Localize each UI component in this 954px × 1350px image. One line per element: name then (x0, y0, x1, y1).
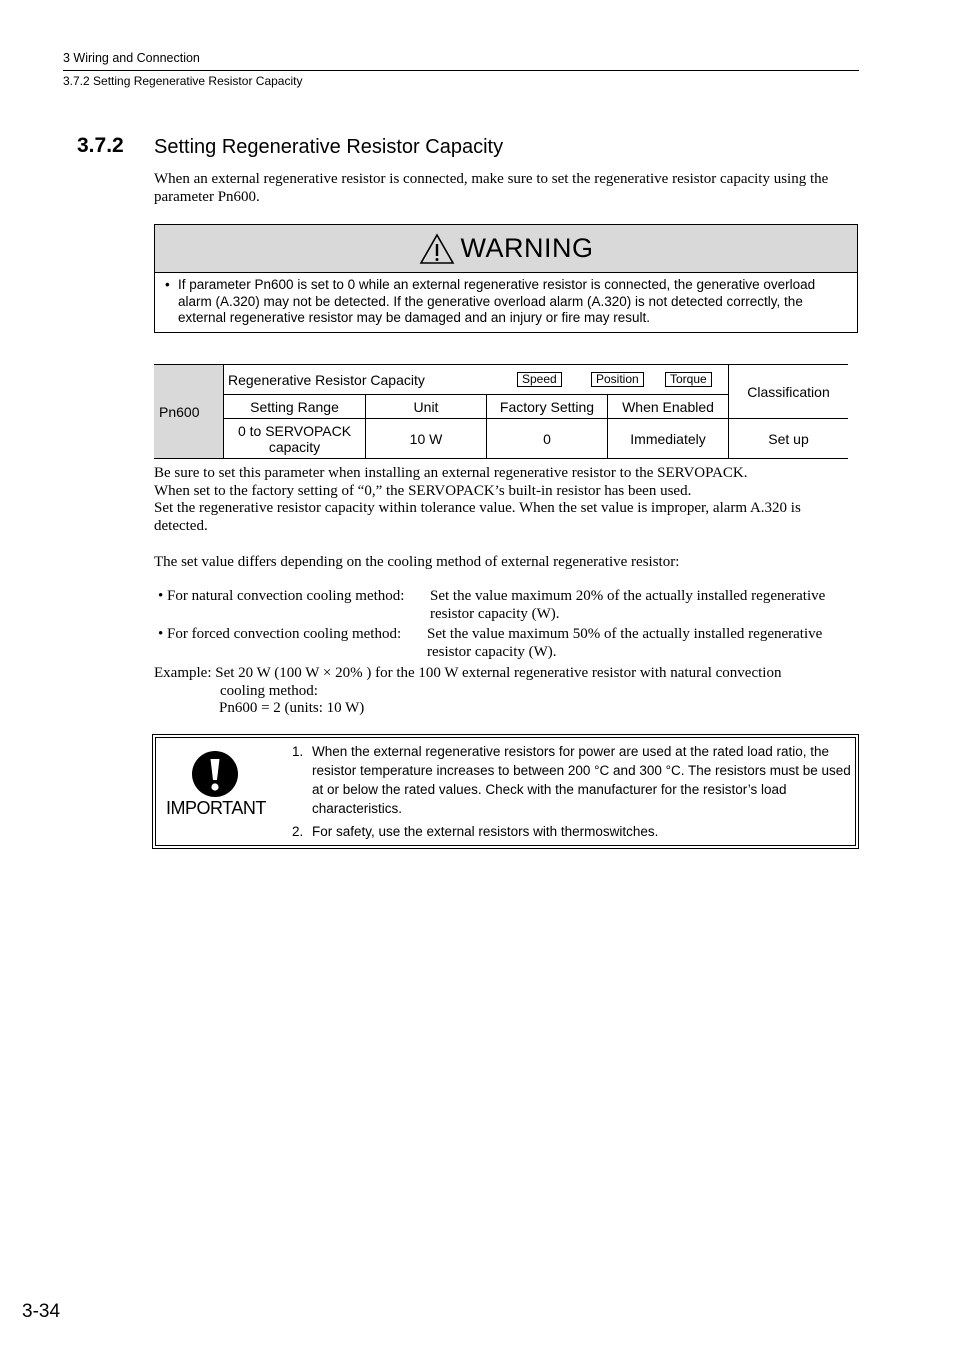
tag-torque: Torque (665, 372, 712, 387)
cooling-forced-text-1: Set the value maximum 50% of the actually installed regenerative (427, 626, 823, 642)
important-item-2-text: For safety, use the external resistors with thermoswitches. (312, 824, 659, 839)
value-factory-setting: 0 (487, 419, 608, 459)
value-when-enabled: Immediately (608, 419, 729, 459)
section-title: Setting Regenerative Resistor Capacity (154, 136, 504, 158)
body-line-3: Set the regenerative resistor capacity within tolerance value. When the set value is improper, alarm A.320 is detected. (154, 500, 801, 534)
important-item-1-number: 1. (292, 744, 304, 759)
example-line-2: cooling method: (220, 683, 318, 699)
cooling-natural-text-1: Set the value maximum 20% of the actually installed regenerative (430, 588, 826, 604)
parameter-number: Pn600 (154, 365, 224, 459)
important-inner-frame (155, 737, 856, 846)
important-item-1-text: When the external regenerative resistors for power are used at the rated load ratio, the resistor temperature increases to between 200 °C and 300 °C. The resistors must be used at or below the rated values. Check with the manufacturer for the resistor’s load characteristics. (312, 744, 851, 816)
intro-paragraph: When an external regenerative resistor is connected, make sure to set the regenerative resistor capacity using the parameter Pn600. (154, 171, 829, 205)
important-list (292, 742, 854, 841)
important-item-2 (292, 822, 854, 841)
warning-box (154, 224, 858, 333)
cooling-natural-label: • For natural convection cooling method: (158, 588, 405, 604)
important-box (152, 734, 859, 849)
page-number: 3-34 (22, 1301, 61, 1322)
example-line-1: Example: Set 20 W (100 W × 20% ) for the 100 W external regenerative resistor with natural convection (154, 665, 782, 681)
important-label: IMPORTANT (166, 798, 266, 818)
important-item-2-number: 2. (292, 824, 304, 839)
parameter-name-cell (224, 365, 729, 395)
cooling-forced-text-2: resistor capacity (W). (427, 644, 557, 660)
header-unit: Unit (366, 395, 487, 419)
warning-bullet: • (165, 277, 170, 292)
warning-body (155, 273, 857, 327)
header-when-enabled: When Enabled (608, 395, 729, 419)
tag-position: Position (591, 372, 644, 387)
warning-triangle-icon (419, 233, 455, 265)
warning-header (155, 225, 857, 273)
important-item-1 (292, 742, 854, 818)
header-rule (63, 70, 859, 71)
header-chapter: 3 Wiring and Connection (63, 51, 200, 65)
value-setting-range: 0 to SERVOPACK capacity (224, 419, 366, 459)
parameter-table (154, 364, 848, 459)
body-line-1: Be sure to set this parameter when installing an external regenerative resistor to the SERVOPACK. (154, 465, 748, 481)
body-line-2: When set to the factory setting of “0,” the SERVOPACK’s built-in resistor has been used. (154, 483, 692, 499)
tag-speed: Speed (517, 372, 562, 387)
example-line-3: Pn600 = 2 (units: 10 W) (219, 700, 365, 716)
warning-title: WARNING (460, 233, 594, 263)
header-section: 3.7.2 Setting Regenerative Resistor Capacity (63, 74, 303, 88)
header-factory-setting: Factory Setting (487, 395, 608, 419)
value-classification: Set up (729, 419, 849, 459)
parameter-name: Regenerative Resistor Capacity (228, 371, 425, 388)
cooling-forced-label: • For forced convection cooling method: (158, 626, 402, 642)
value-unit: 10 W (366, 419, 487, 459)
header-setting-range: Setting Range (224, 395, 366, 419)
header-classification: Classification (729, 365, 849, 419)
body-line-4: The set value differs depending on the cooling method of external regenerative resistor: (154, 554, 680, 570)
section-number: 3.7.2 (77, 134, 124, 157)
important-exclamation-icon (191, 750, 239, 798)
cooling-natural-text-2: resistor capacity (W). (430, 606, 560, 622)
warning-text: If parameter Pn600 is set to 0 while an external regenerative resistor is connected, the generative overload alarm (A.320) may not be detected. If the generative overload alarm (A.320) is not detected correctly, the external regenerative resistor may be damaged and an injury or fire may result. (178, 277, 816, 325)
